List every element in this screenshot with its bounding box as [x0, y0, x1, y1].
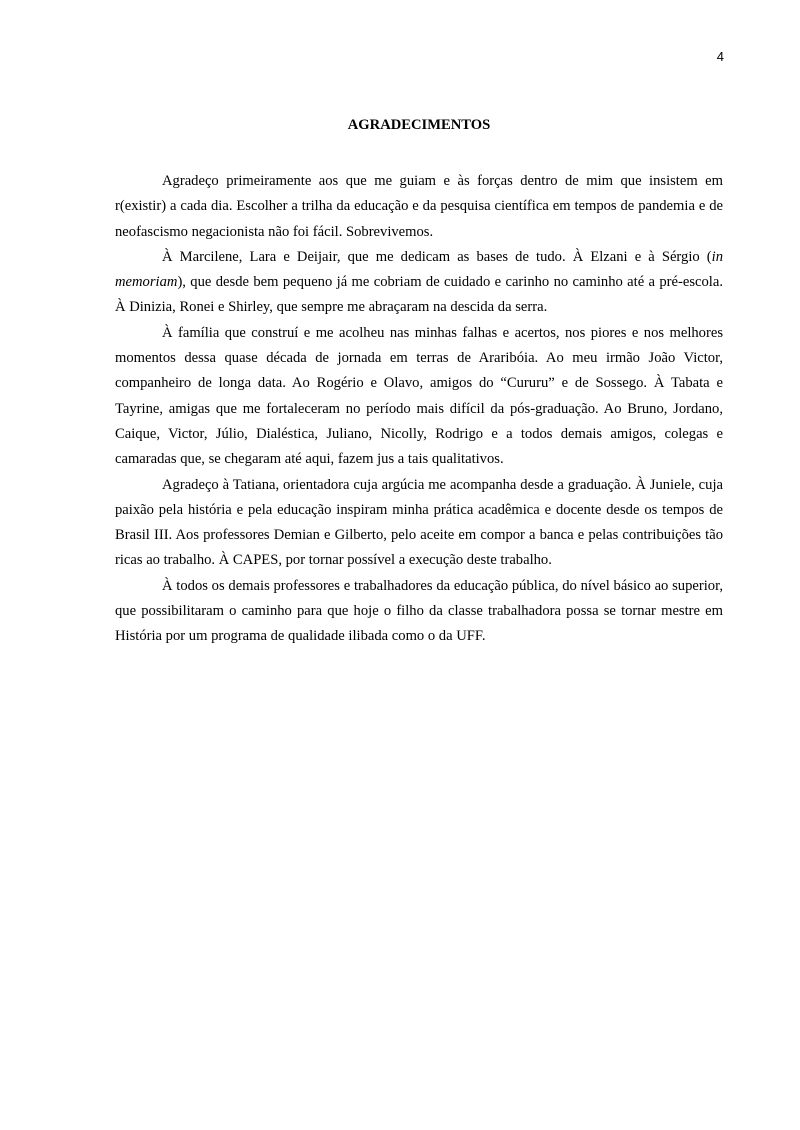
paragraph-2-text-start: À Marcilene, Lara e Deijair, que me dedicam as bases de tudo. À Elzani e à Sérgio ( [162, 248, 712, 265]
section-heading: AGRADECIMENTOS [347, 117, 491, 133]
paragraph-2 [115, 245, 723, 321]
paragraph-5: À todos os demais professores e trabalhadores da educação pública, do nível básico ao superior, que possibilitaram o caminho para que hoje o filho da classe trabalhadora possa se tornar mestre em História por um programa de qualidade ilibada como o da UFF. [115, 577, 723, 645]
paragraph-2-italic-text: in memoriam [115, 248, 723, 291]
page-number: 4 [716, 49, 724, 64]
paragraph-1: Agradeço primeiramente aos que me guiam e às forças dentro de mim que insistem em r(existir) a cada dia. Escolher a trilha da educação e da pesquisa científica em tempos de pandemia e de neofascismo negacionista não foi fácil. Sobrevivemos. [115, 173, 723, 240]
paragraph-2-text-end: ), que desde bem pequeno já me cobriam de cuidado e carinho no caminho até a pré-escola. À Dinizia, Ronei e Shirley, que sempre me abraçaram na descida da serra. [115, 274, 723, 316]
document-body [115, 114, 723, 650]
paragraph-3: À família que construí e me acolheu nas minhas falhas e acertos, nos piores e nos melhores momentos dessa quase década de jornada em terras de Araribóia. Ao meu irmão João Victor, companheiro de longa data. Ao Rogério e Olavo, amigos do “Cururu” e de Sossego. À Tabata e Tayrine, amigas que me fortaleceram no período mais difícil da pós-graduação. Ao Bruno, Jordano, Caique, Victor, Júlio, Dialéstica, Juliano, Nicolly, Rodrigo e a todos demais amigos, colegas e camaradas que, se chegaram até aqui, fazem jus a tais qualitativos. [115, 324, 723, 468]
paragraph-4: Agradeço à Tatiana, orientadora cuja argúcia me acompanha desde a graduação. À Juniele, cuja paixão pela história e pela educação inspiram minha prática acadêmica e docente desde os tempos de Brasil III. Aos professores Demian e Gilberto, pelo aceite em compor a banca e pelas contribuições tão ricas ao trabalho. À CAPES, por tornar possível a execução deste trabalho. [115, 476, 723, 569]
